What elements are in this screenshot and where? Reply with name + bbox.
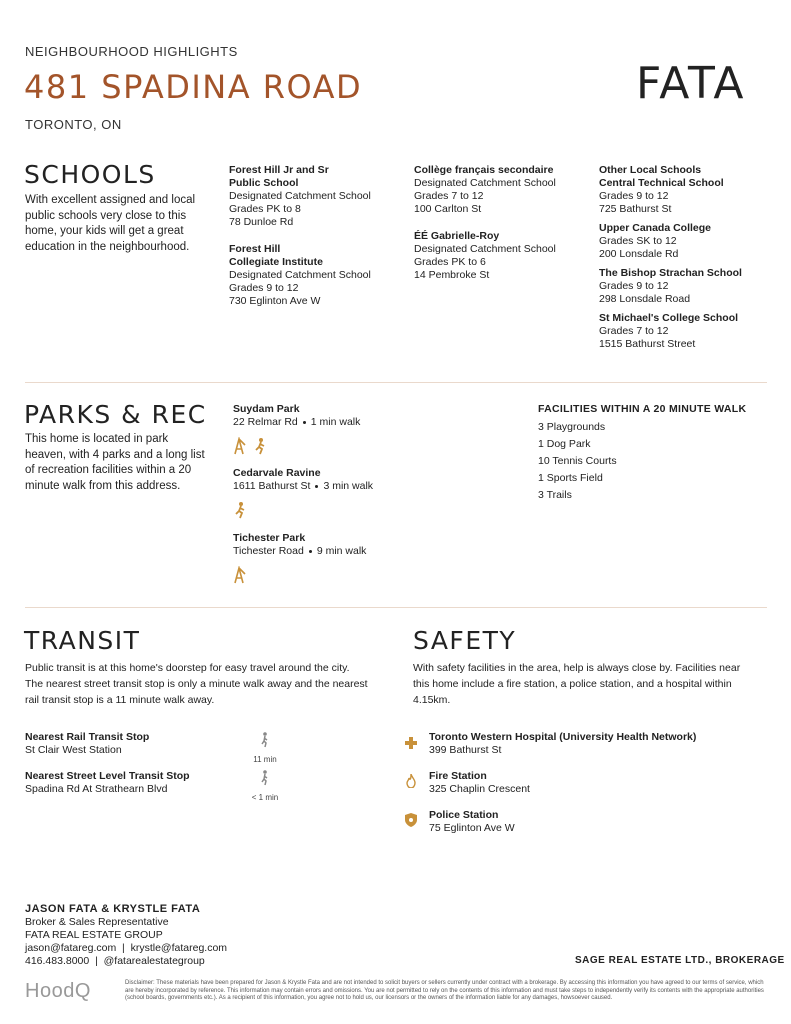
safety-item-name: Toronto Western Hospital (University Health Network): [429, 731, 697, 743]
facility-item: 1 Sports Field: [538, 472, 603, 484]
school-address: 78 Dunloe Rd: [229, 216, 294, 228]
section-divider: [25, 382, 767, 383]
dog-park-icon: [233, 501, 247, 519]
separator-dot: [309, 550, 312, 553]
agent-phone[interactable]: 416.483.8000 | @fatarealestategroup: [25, 955, 205, 967]
park-address: 22 Relmar Rd: [233, 416, 298, 428]
school-grades: Grades PK to 8: [229, 203, 301, 215]
section-divider: [25, 607, 767, 608]
school-type: Designated Catchment School: [414, 243, 556, 255]
police-badge-icon: [405, 813, 417, 827]
school-name: ÉÉ Gabrielle-Roy: [414, 230, 500, 242]
agent-group: FATA REAL ESTATE GROUP: [25, 929, 163, 941]
hospital-cross-icon: [405, 737, 417, 749]
eyebrow-label: NEIGHBOURHOOD HIGHLIGHTS: [25, 44, 238, 59]
transit-intro: Public transit is at this home's doorstep for easy travel around the city. The nearest street transit stop is only a minute walk away and the nearest rail transit stop is a 11 minute walk away.: [25, 662, 368, 706]
school-grades: Grades 7 to 12: [414, 190, 484, 202]
playground-icon: [233, 437, 247, 455]
brokerage-name: SAGE REAL ESTATE LTD., BROKERAGE: [575, 955, 785, 966]
park-name: Suydam Park: [233, 403, 300, 415]
transit-stop: [25, 770, 190, 796]
park-walk-time: 1 min walk: [310, 416, 361, 428]
school-name: The Bishop Strachan School: [599, 267, 742, 279]
agent-contact: [25, 903, 227, 968]
hoodq-logo: HoodQ: [25, 980, 91, 1002]
parks-intro: This home is located in park heaven, with 4 parks and a long list of recreation facilities within a 20 minute walk from this address.: [25, 433, 205, 492]
safety-item: [429, 809, 515, 835]
school-name: Upper Canada College: [599, 222, 712, 234]
school-name: Public School: [229, 177, 299, 189]
agent-name: JASON FATA & KRYSTLE FATA: [25, 903, 201, 915]
transit-stop-name: Spadina Rd At Strathearn Blvd: [25, 783, 168, 795]
park-item: [233, 467, 373, 519]
school-address: 298 Lonsdale Road: [599, 293, 691, 305]
schools-heading: SCHOOLS: [24, 160, 156, 189]
facility-item: 10 Tennis Courts: [538, 455, 617, 467]
safety-item-address: 75 Eglinton Ave W: [429, 822, 515, 834]
dog-park-icon: [253, 437, 267, 455]
school-grades: Grades 7 to 12: [599, 325, 669, 337]
school-grades: Grades 9 to 12: [599, 280, 669, 292]
safety-item-address: 325 Chaplin Crescent: [429, 783, 530, 795]
school-name: Forest Hill Jr and Sr: [229, 164, 329, 176]
schools-column-1: [229, 164, 371, 308]
fire-icon: [406, 774, 416, 788]
park-item: [233, 403, 360, 455]
school-type: Designated Catchment School: [229, 190, 371, 202]
school-grades: Grades 9 to 12: [599, 190, 669, 202]
park-walk-time: 9 min walk: [316, 545, 367, 557]
school-address: 200 Lonsdale Rd: [599, 248, 679, 260]
school-address: 730 Eglinton Ave W: [229, 295, 321, 307]
transit-walk-time: 11 min: [253, 755, 277, 764]
parks-heading: PARKS & REC: [24, 400, 207, 429]
safety-item: [429, 731, 696, 757]
school-type: Designated Catchment School: [414, 177, 556, 189]
school-address: 100 Carlton St: [414, 203, 482, 215]
school-grades: Grades 9 to 12: [229, 282, 299, 294]
page-title: 481 SPADINA ROAD: [24, 68, 363, 106]
fata-logo: FATA: [636, 58, 746, 109]
school-name: Forest Hill: [229, 243, 281, 255]
facility-item: 3 Trails: [538, 489, 572, 501]
separator-dot: [303, 421, 306, 424]
safety-item-address: 399 Bathurst St: [429, 744, 502, 756]
other-schools-heading: Other Local Schools: [599, 164, 702, 176]
walking-person-icon: [259, 732, 271, 748]
safety-item-name: Police Station: [429, 809, 499, 821]
school-address: 1515 Bathurst Street: [599, 338, 696, 350]
agent-title: Broker & Sales Representative: [25, 916, 169, 928]
park-item: [233, 532, 366, 584]
agent-emails[interactable]: jason@fatareg.com | krystle@fatareg.com: [25, 942, 228, 954]
schools-column-2: [414, 164, 556, 282]
facility-item: 3 Playgrounds: [538, 421, 606, 433]
transit-walk-indicator: [245, 770, 285, 802]
school-name: St Michael's College School: [599, 312, 739, 324]
transit-stop-label: Nearest Rail Transit Stop: [25, 731, 150, 743]
disclaimer-text: Disclaimer: These materials have been prepared for Jason & Krystle Fata and are not intended to solicit buyers or sellers currently under contract with a brokerage. By accessing this information you have agreed to our terms of service, which are hereby incorporated by reference. This information may contain errors and omissions. You are not permitted to rely on the contents of this information and must take steps to independently verify its contents with the appropriate authorities (school boards, governments etc.). As a recipient of this information, you agree not to hold us, our licensors or the owners of the information liable for any damages, howsoever caused.: [125, 980, 764, 1001]
transit-walk-time: < 1 min: [251, 793, 279, 802]
transit-stop-label: Nearest Street Level Transit Stop: [25, 770, 190, 782]
school-grades: Grades PK to 6: [414, 256, 486, 268]
park-name: Tichester Park: [233, 532, 306, 544]
park-address: 1611 Bathurst St: [233, 480, 311, 492]
school-address: 14 Pembroke St: [414, 269, 490, 281]
school-name: Collège français secondaire: [414, 164, 554, 176]
school-grades: Grades SK to 12: [599, 235, 677, 247]
safety-heading: SAFETY: [413, 626, 517, 655]
school-type: Designated Catchment School: [229, 269, 371, 281]
playground-icon: [233, 566, 247, 584]
facilities-panel: [538, 403, 746, 504]
school-name: Collegiate Institute: [229, 256, 323, 268]
transit-stop-name: St Clair West Station: [25, 744, 122, 756]
park-walk-time: 3 min walk: [323, 480, 374, 492]
facility-item: 1 Dog Park: [538, 438, 591, 450]
school-name: Central Technical School: [599, 177, 724, 189]
safety-intro: With safety facilities in the area, help is always close by. Facilities near this home include a fire station, a police station, and a hospital within 4.15km.: [413, 662, 741, 706]
transit-walk-indicator: [245, 732, 285, 764]
separator-dot: [315, 485, 318, 488]
walking-person-icon: [259, 770, 271, 786]
safety-item: [429, 770, 530, 796]
facilities-heading: FACILITIES WITHIN A 20 MINUTE WALK: [538, 403, 747, 415]
park-name: Cedarvale Ravine: [233, 467, 321, 479]
city-label: TORONTO, ON: [25, 117, 122, 132]
safety-item-name: Fire Station: [429, 770, 487, 782]
schools-column-3: [599, 164, 742, 351]
school-address: 725 Bathurst St: [599, 203, 672, 215]
transit-stop: [25, 731, 149, 757]
schools-intro: With excellent assigned and local public schools very close to this home, your kids will get a great education in the neighbourhood.: [25, 194, 196, 253]
park-address: Tichester Road: [233, 545, 304, 557]
transit-heading: TRANSIT: [24, 626, 141, 655]
